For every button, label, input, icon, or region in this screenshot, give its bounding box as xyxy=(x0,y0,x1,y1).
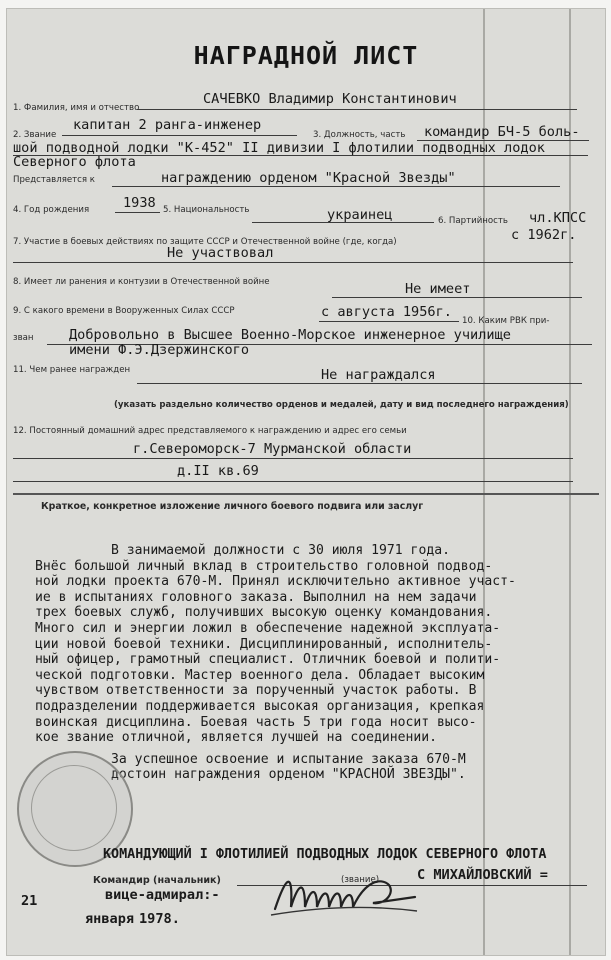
value-presented: награждению орденом "Красной Звезды" xyxy=(161,170,456,186)
underline xyxy=(332,297,582,298)
value-nationality: украинец xyxy=(327,207,393,223)
label-awards: 11. Чем ранее награжден xyxy=(13,365,131,375)
underline xyxy=(13,262,573,263)
label-birth-year: 4. Год рождения xyxy=(13,205,90,215)
summary-closing: За успешное освоение и испытание заказа 670-М xyxy=(111,751,466,767)
underline xyxy=(62,135,297,136)
scan-stripe xyxy=(569,9,571,955)
value-address-line1: г.Североморск-7 Мурманской области xyxy=(133,441,412,457)
value-name: САЧЕВКО Владимир Константинович xyxy=(203,91,457,107)
label-rank: 2. Звание xyxy=(13,130,57,140)
date-year: 1978. xyxy=(139,911,180,927)
rank-label: (звание) xyxy=(341,875,380,885)
date-month: января xyxy=(85,911,135,927)
summary-closing: достоин награждения орденом "КРАСНОЙ ЗВЕЗДЫ". xyxy=(111,767,466,783)
underline xyxy=(137,109,577,110)
underline xyxy=(319,321,459,322)
summary-text xyxy=(35,543,565,783)
value-wounds: Не имеет xyxy=(405,281,471,297)
date-day: 21 xyxy=(21,893,38,909)
value-rank: капитан 2 ранга-инженер xyxy=(73,117,262,133)
signatory-name: С МИХАЙЛОВСКИЙ = xyxy=(417,867,548,883)
summary-line: подразделении поддерживается высокая организация, крепкая xyxy=(35,698,485,714)
value-position-line1: командир БЧ-5 боль- xyxy=(424,124,580,140)
underline xyxy=(137,383,582,384)
summary-line: ной лодки проекта 670-М. Принял исключительно активное участ- xyxy=(35,574,516,590)
label-service: 9. С какого времени в Вооруженных Силах СССР xyxy=(13,306,235,316)
value-position-line2: шой подводной лодки "К-452" II дивизии I флотилии подводных лодок xyxy=(13,140,545,156)
award-sheet xyxy=(6,8,606,956)
value-address-line2: д.II кв.69 xyxy=(177,463,259,479)
awards-note: (указать раздельно количество орденов и медалей, дату и вид последнего награждения) xyxy=(114,400,569,410)
value-rvk-line1: Добровольно в Высшее Военно-Морское инженерное училище xyxy=(69,327,511,343)
value-service: с августа 1956г. xyxy=(321,304,452,320)
label-presented: Представляется к xyxy=(13,175,95,185)
underline xyxy=(252,222,434,223)
value-position-line3: Северного флота xyxy=(13,154,136,170)
label-nationality: 5. Национальность xyxy=(163,205,250,215)
summary-line: чувством ответственности за порученный участок работы. В xyxy=(35,683,477,699)
value-rvk-line2: имени Ф.Э.Дзержинского xyxy=(69,342,250,358)
label-name: 1. Фамилия, имя и отчество xyxy=(13,103,140,113)
summary-line: ный офицер, грамотный специалист. Отличник боевой и полити- xyxy=(35,652,501,668)
summary-line: ие в испытаниях головного заказа. Выполнил на нем задачи xyxy=(35,589,477,605)
handwritten-signature xyxy=(269,867,419,923)
underline xyxy=(13,481,573,482)
rank-value: вице-адмирал:- xyxy=(105,887,220,903)
label-rvk: 10. Каким РВК при- xyxy=(462,316,550,326)
signatory-post: КОМАНДУЮЩИЙ I ФЛОТИЛИЕЙ ПОДВОДНЫХ ЛОДОК СЕВЕРНОГО ФЛОТА xyxy=(103,847,547,862)
value-birth-year: 1938 xyxy=(123,195,156,211)
label-position: 3. Должность, часть xyxy=(313,130,406,140)
summary-line: воинская дисциплина. Боевая часть 5 три года носит высо- xyxy=(35,714,477,730)
summary-line: ции новой боевой техники. Дисциплинированный, исполнитель- xyxy=(35,636,493,652)
label-wounds: 8. Имеет ли ранения и контузии в Отечественной войне xyxy=(13,277,270,287)
value-party-2: с 1962г. xyxy=(511,227,577,243)
document-title: НАГРАДНОЙ ЛИСТ xyxy=(193,41,419,70)
summary-line: В занимаемой должности с 30 июля 1971 года. xyxy=(111,543,450,558)
underline xyxy=(115,212,160,213)
summary-line: кое звание отличной, является лучшей на соединении. xyxy=(35,730,438,746)
label-party: 6. Партийность xyxy=(438,216,508,226)
value-party-1: чл.КПСС xyxy=(529,210,587,226)
value-awards: Не награждался xyxy=(321,367,436,383)
label-combat: 7. Участие в боевых действиях по защите СССР и Отечественной войне (где, когда) xyxy=(13,237,397,247)
section-divider xyxy=(13,493,599,495)
underline xyxy=(13,458,573,459)
commander-label: Командир (начальник) xyxy=(93,875,221,886)
summary-line: ческой подготовки. Мастер военного дела. Обладает высоким xyxy=(35,667,485,683)
label-address: 12. Постоянный домашний адрес представляемого к награждению и адрес его семьи xyxy=(13,426,407,436)
summary-line: Много сил и энергии ложил в обеспечение надежной эксплуата- xyxy=(35,620,501,636)
underline xyxy=(112,186,560,187)
summary-line: трех боевых служб, получивших высокую оценку командования. xyxy=(35,605,493,621)
label-rvk-cont: зван xyxy=(13,333,34,343)
summary-line: Внёс большой личный вклад в строительство головной подвод- xyxy=(35,558,493,574)
summary-heading: Краткое, конкретное изложение личного боевого подвига или заслуг xyxy=(41,501,424,512)
value-combat: Не участвовал xyxy=(167,245,274,261)
